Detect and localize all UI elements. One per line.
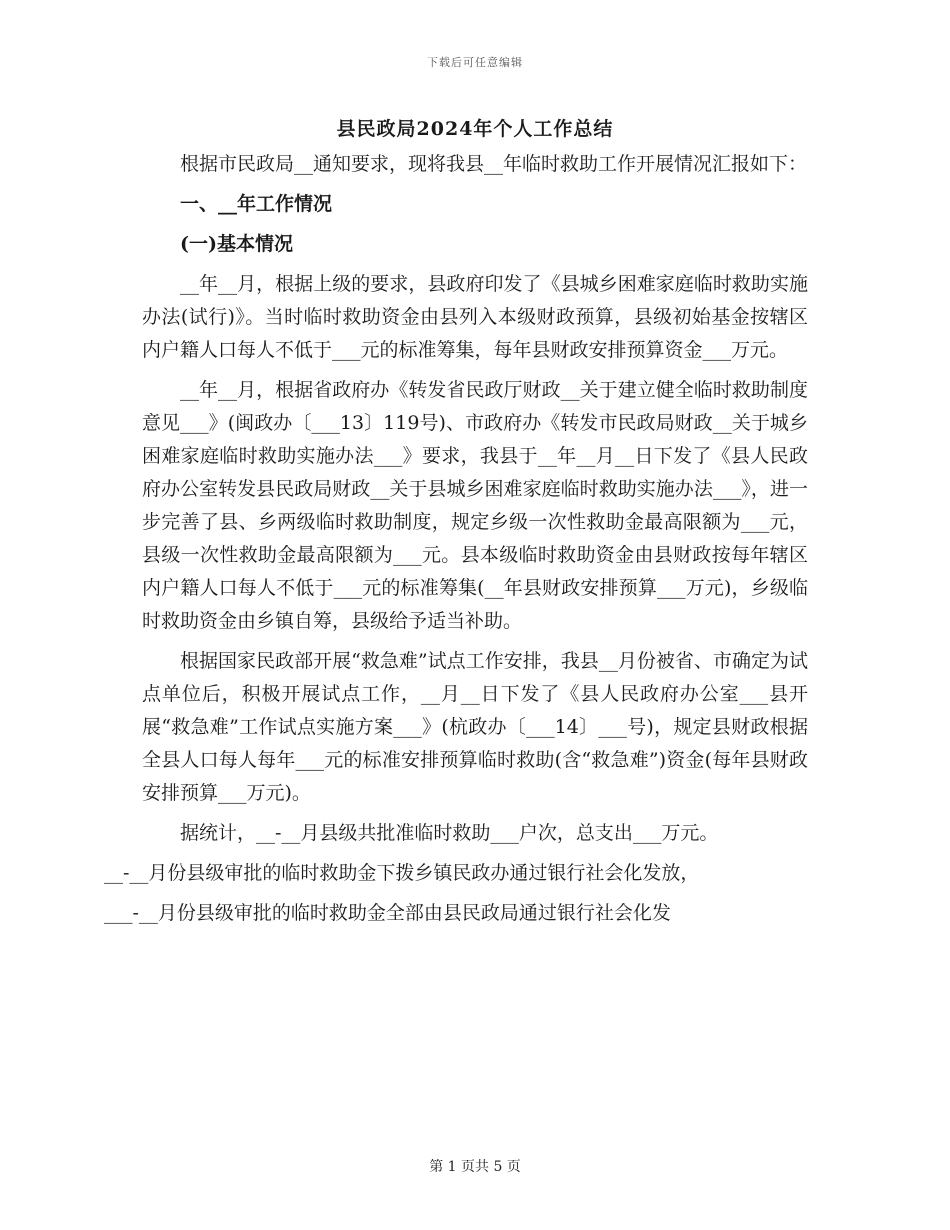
page-number: 第 1 页共 5 页 — [429, 1159, 521, 1175]
intro-paragraph: 根据市民政局__通知要求，现将我县__年临时救助工作开展情况汇报如下： — [180, 153, 808, 175]
body-paragraph-5: __-__月份县级审批的临时救助金下拨乡镇民政办通过银行社会化发放， — [104, 862, 700, 884]
body-paragraph-4: 据统计，__-__月县级共批准临时救助___户次，总支出___万元。 — [180, 822, 719, 844]
body-paragraph-1: __年__月，根据上级的要求，县政府印发了《县城乡困难家庭临时救助实施办法(试行)》。当时临时救助资金由县列入本级财政预算，县级初始基金按辖区内户籍人口每人不低于___元的标准筹集，每年县财政安排预算资金___万元。 — [142, 273, 808, 361]
subsection-heading-1: (一)基本情况 — [180, 233, 293, 255]
document-body — [104, 148, 808, 937]
download-note: 下载后可任意编辑 — [427, 56, 523, 69]
document-title: 县民政局2024年个人工作总结 — [336, 118, 614, 140]
body-paragraph-2: __年__月，根据省政府办《转发省民政厅财政__关于建立健全临时救助制度意见___》(闽政办〔___13〕119号)、市政府办《转发市民政局财政__关于城乡困难家庭临时救助实施办法___》要求，我县于__年__月__日下发了《县人民政府办公室转发县民政局财政__关于县城乡困难家庭临时救助实施办法___》，进一步完善了县、乡两级临时救助制度，规定乡级一次性救助金最高限额为___元，县级一次性救助金最高限额为___元。县本级临时救助资金由县财政按每年辖区内户籍人口每人不低于___元的标准筹集(__年县财政安排预算___万元)，乡级临时救助资金由乡镇自筹，县级给予适当补助。 — [142, 379, 808, 632]
body-paragraph-3: 根据国家民政部开展“救急难”试点工作安排，我县__月份被省、市确定为试点单位后，积极开展试点工作，__月__日下发了《县人民政府办公室___县开展“救急难”工作试点实施方案___》(杭政办〔___14〕___号)，规定县财政根据全县人口每人每年___元的标准安排预算临时救助(含“救急难”)资金(每年县财政安排预算___万元)。 — [142, 650, 808, 804]
section-heading-1: 一、__年工作情况 — [180, 193, 333, 215]
body-paragraph-6: ___-__月份县级审批的临时救助金全部由县民政局通过银行社会化发 — [104, 902, 671, 924]
